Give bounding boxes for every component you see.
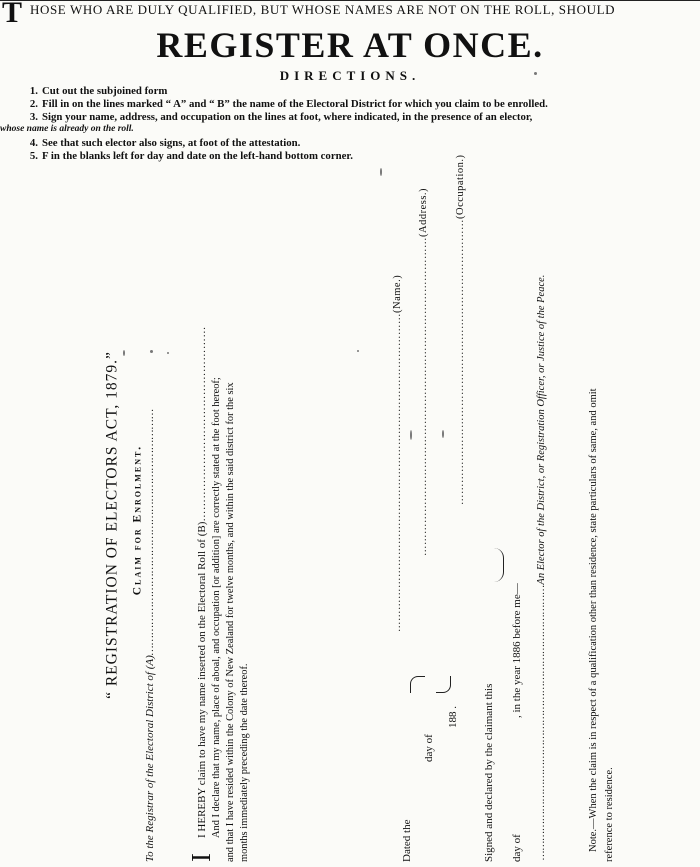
ink-speck <box>380 168 382 176</box>
note-line-2: reference to residence. <box>604 767 615 862</box>
signed-declared: Signed and declared by the claimant this <box>483 683 495 862</box>
dated-label: Dated the <box>401 819 413 862</box>
ink-speck <box>410 430 412 440</box>
occupation-line: ……………………………………………………………………(Occupation.) <box>455 154 466 505</box>
direction-1: 1. Cut out the subjoined form <box>29 85 168 97</box>
headline-initial: T <box>2 0 23 29</box>
name-line: ……………………………………………………………………………(Name.) <box>392 274 403 632</box>
ink-speck <box>150 350 153 353</box>
address-line: ……………………………………………………………………………(Address.) <box>418 187 429 556</box>
bracket-top <box>410 676 425 693</box>
to-registrar: To the Registrar of the Electoral District of (A)……………………………………………………………… <box>144 408 156 862</box>
in-year-label: , in the year 1886 before me— <box>511 583 523 718</box>
ink-speck <box>167 352 169 354</box>
drop-cap: I <box>186 853 216 862</box>
claim-line-4: months immediately preceding the date thereof. <box>239 663 250 862</box>
year-label: 188 . <box>447 706 459 728</box>
ink-speck <box>357 350 359 352</box>
ink-speck <box>534 72 537 75</box>
claim-heading: Claim for Enrolment. <box>131 444 144 596</box>
elector-line: …………………………………………………………………………An Elector of the District, or Registration Officer, or Justice of the Peace. <box>536 274 547 860</box>
direction-3: 3. Sign your name, address, and occupation on the lines at foot, where indicated, in the presence of an elector, <box>29 111 533 123</box>
direction-2: 2. Fill in on the lines marked “ A” and “ B” the name of the Electoral District for which you claim to be enrolled. <box>29 98 548 110</box>
direction-3-continued: whose name is already on the roll. <box>0 124 134 134</box>
headline: HOSE WHO ARE DULY QUALIFIED, BUT WHOSE NAMES ARE NOT ON THE ROLL, SHOULD <box>30 2 616 17</box>
act-title: “ REGISTRATION OF ELECTORS ACT, 1879.” <box>103 351 121 699</box>
top-rule <box>0 0 700 1</box>
page-title: REGISTER AT ONCE. <box>156 25 544 65</box>
ink-speck <box>442 430 444 438</box>
ink-speck <box>123 350 125 356</box>
day-of-2-label: day of <box>511 834 523 862</box>
claim-line-3: and that I have resided within the Colony of New Zealand for twelve months, and within the said district for the six <box>225 382 236 862</box>
bracket-bottom <box>436 676 451 693</box>
note-line-1: Note.—When the claim is in respect of a qualification other than residence, state particulars of same, and omit <box>588 388 599 852</box>
claim-line-2: And I declare that my name, place of aboal, and occupation [or addition] are correctly stated at the foot hereof; <box>211 377 222 838</box>
bracket-signed <box>493 548 504 582</box>
direction-5: 5. F in the blanks left for day and date on the left-hand bottom corner. <box>29 150 353 162</box>
claim-line-1: I HEREBY claim to have my name inserted on the Electoral Roll of (B)…………………………………………… <box>196 326 208 838</box>
direction-4: 4. See that such elector also signs, at foot of the attestation. <box>29 137 301 149</box>
day-of-label: day of <box>423 734 435 762</box>
directions-heading: DIRECTIONS. <box>279 68 421 83</box>
